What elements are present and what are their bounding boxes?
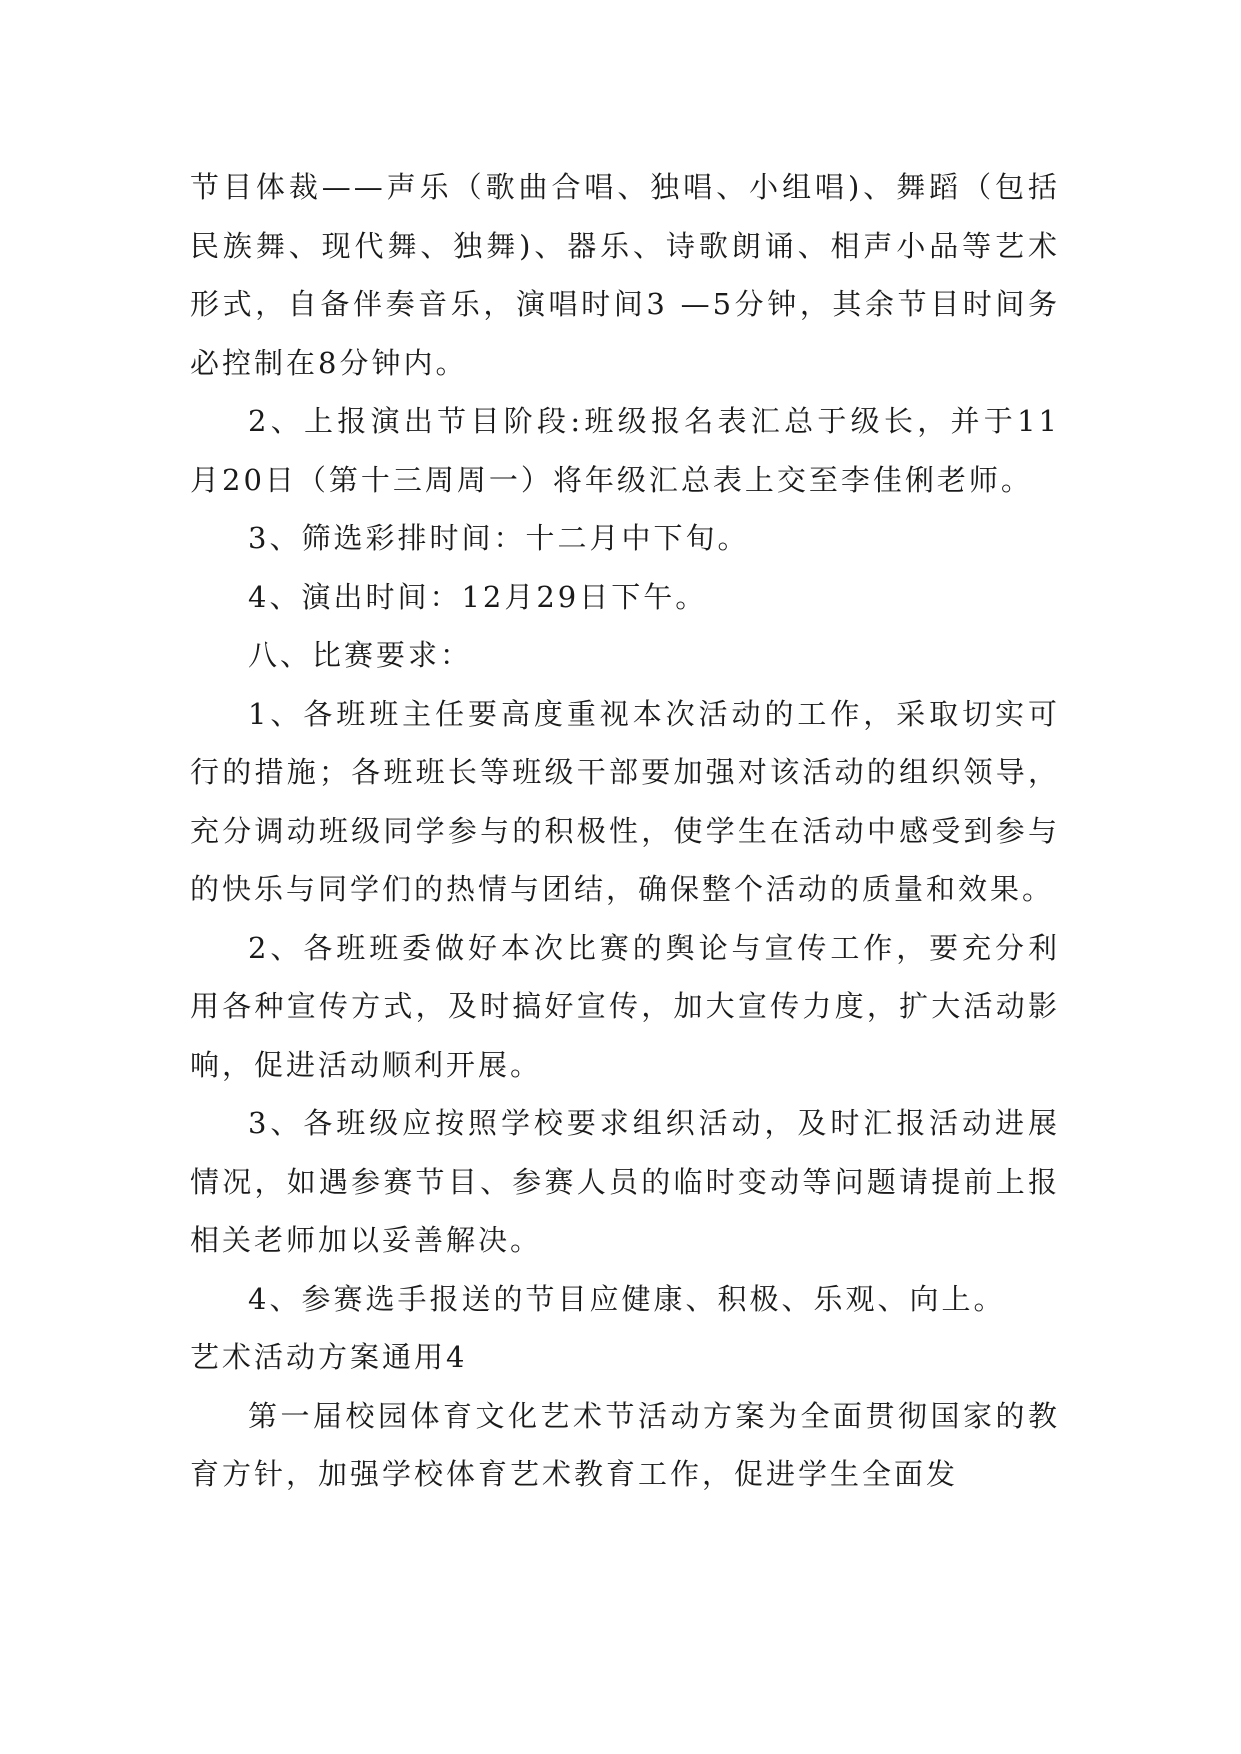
paragraph-festival-plan: 第一届校园体育文化艺术节活动方案为全面贯彻国家的教育方针，加强学校体育艺术教育工作，促进学生全面发	[190, 1398, 1060, 1491]
paragraph-program-genres: 节目体裁——声乐（歌曲合唱、独唱、小组唱)、舞蹈（包括民族舞、现代舞、独舞)、器乐、诗歌朗诵、相声小品等艺术形式，自备伴奏音乐，演唱时间3 —5分钟，其余节目时间务必控制在8分钟内。	[190, 170, 1060, 380]
document-subtitle: 艺术活动方案通用4	[190, 1340, 468, 1374]
paragraph-report-stage: 2、上报演出节目阶段:班级报名表汇总于级长，并于11月20日（第十三周周一）将年级汇总表上交至李佳俐老师。	[190, 404, 1060, 497]
section-heading-requirements: 八、比赛要求：	[248, 638, 473, 672]
paragraph-requirement-2: 2、各班班委做好本次比赛的舆论与宣传工作，要充分利用各种宣传方式，及时搞好宣传，加大宣传力度，扩大活动影响，促进活动顺利开展。	[190, 930, 1060, 1082]
paragraph-rehearsal-time: 3、筛选彩排时间：十二月中下旬。	[248, 521, 750, 555]
document-body	[190, 158, 1060, 1504]
paragraph-requirement-4: 4、参赛选手报送的节目应健康、积极、乐观、向上。	[248, 1281, 1006, 1316]
paragraph-performance-time: 4、演出时间：12月29日下午。	[248, 579, 708, 614]
paragraph-requirement-1: 1、各班班主任要高度重视本次活动的工作，采取切实可行的措施；各班班长等班级干部要加强对该活动的组织领导，充分调动班级同学参与的积极性，使学生在活动中感受到参与的快乐与同学们的热情与团结，确保整个活动的质量和效果。	[190, 696, 1060, 906]
paragraph-requirement-3: 3、各班级应按照学校要求组织活动，及时汇报活动进展情况，如遇参赛节目、参赛人员的临时变动等问题请提前上报相关老师加以妥善解决。	[190, 1106, 1060, 1257]
